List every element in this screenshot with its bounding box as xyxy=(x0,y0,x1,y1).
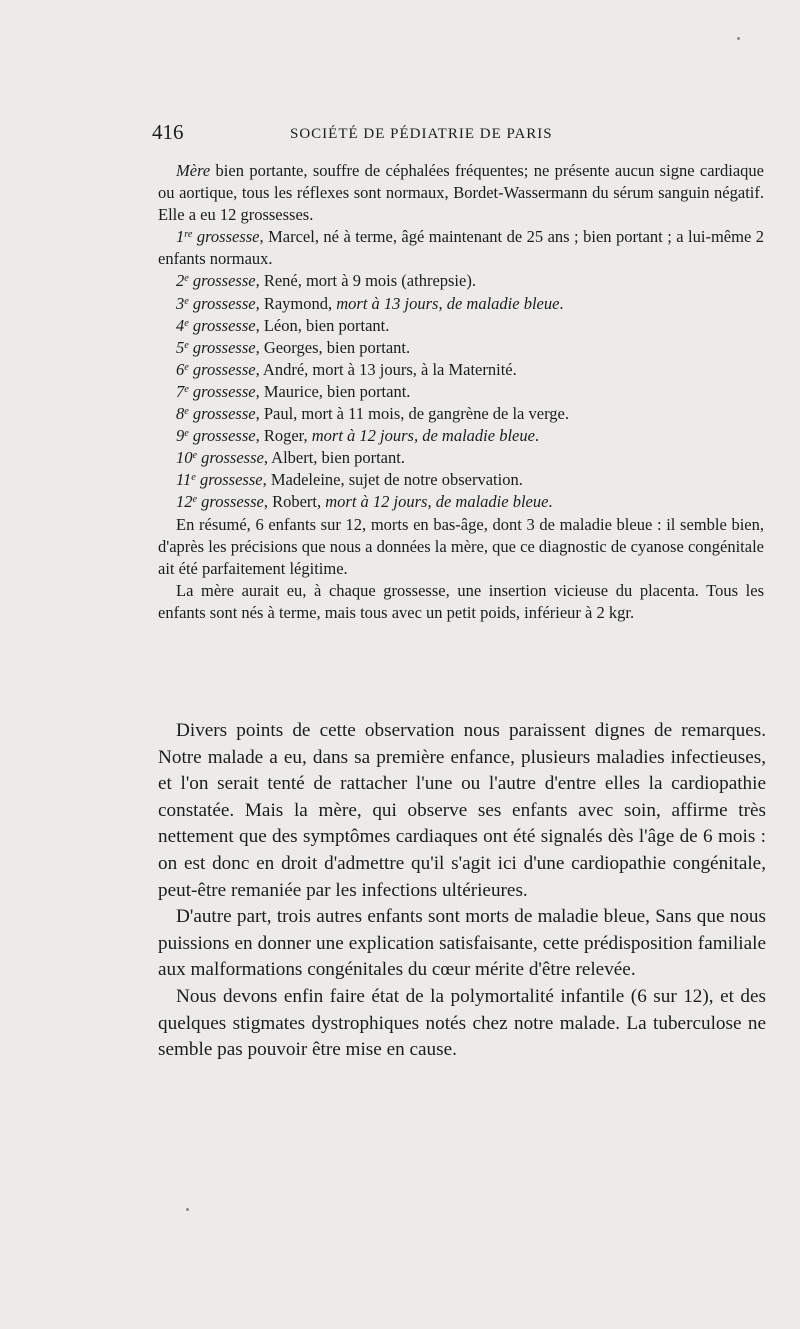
mother-label: Mère xyxy=(176,161,211,180)
pregnancy-item: 1re grossesse, Marcel, né à terme, âgé maintenant de 25 ans ; bien portant ; a lui-même 2 enfants normaux. xyxy=(158,227,764,269)
pregnancy-list xyxy=(158,226,764,513)
pregnancy-item: 3e grossesse, Raymond, mort à 13 jours, de maladie bleue. xyxy=(176,293,564,313)
running-head: SOCIÉTÉ DE PÉDIATRIE DE PARIS xyxy=(290,126,553,142)
pregnancy-item: 11e grossesse, Madeleine, sujet de notre observation. xyxy=(176,470,523,490)
pregnancy-item: 8e grossesse, Paul, mort à 11 mois, de gangrène de la verge. xyxy=(176,404,569,424)
pregnancy-item: 9e grossesse, Roger, mort à 12 jours, de maladie bleue. xyxy=(176,426,540,446)
pregnancy-item: 2e grossesse, René, mort à 9 mois (athrepsie). xyxy=(176,271,476,291)
pregnancy-item: 6e grossesse, André, mort à 13 jours, à la Maternité. xyxy=(176,359,517,379)
discussion xyxy=(158,718,766,1064)
mother-paragraph xyxy=(158,160,764,226)
pregnancy-item: 10e grossesse, Albert, bien portant. xyxy=(176,448,405,468)
discussion-paragraph: Nous devons enfin faire état de la polymortalité infantile (6 sur 12), et des quelques stigmates dystrophiques notés chez notre malade. La tuberculose ne semble pas pouvoir être mise en cause. xyxy=(158,985,766,1061)
page-header xyxy=(152,120,756,150)
pregnancy-item: 4e grossesse, Léon, bien portant. xyxy=(176,315,390,335)
paper-speck xyxy=(737,37,740,40)
page-number: 416 xyxy=(152,120,184,144)
case-history xyxy=(158,160,764,624)
placenta-paragraph: La mère aurait eu, à chaque grossesse, une insertion vicieuse du placenta. Tous les enfants sont nés à terme, mais tous avec un petit poids, inférieur à 2 kgr. xyxy=(158,580,764,622)
pregnancy-item: 12e grossesse, Robert, mort à 12 jours, de maladie bleue. xyxy=(176,492,553,512)
discussion-paragraph: D'autre part, trois autres enfants sont morts de maladie bleue, Sans que nous puissions en donner une explication satisfaisante, cette prédisposition familiale aux malformations congénitales du cœur mérite d'être relevée. xyxy=(158,906,766,981)
mother-text: bien portante, souffre de céphalées fréquentes; ne présente aucun signe cardiaque ou aortique, tous les réflexes sont normaux, Bordet-Wassermann du sérum sanguin négatif. Elle a eu 12 grossesses. xyxy=(158,161,764,225)
pregnancy-item: 5e grossesse, Georges, bien portant. xyxy=(176,337,411,357)
summary-paragraph: En résumé, 6 enfants sur 12, morts en bas-âge, dont 3 de maladie bleue : il semble bien, d'après les précisions que nous a données la mère, que ce diagnostic de cyanose congénitale ait été parfaitement légitime. xyxy=(158,514,764,578)
paper-speck xyxy=(186,1208,189,1211)
pregnancy-item: 7e grossesse, Maurice, bien portant. xyxy=(176,381,411,401)
discussion-paragraph: Divers points de cette observation nous paraissent dignes de remarques. Notre malade a eu, dans sa première enfance, plusieurs maladies infectieuses, et l'on serait tenté de rattacher l'une ou l'autre d'entre elles la cardiopathie constatée. Mais la mère, qui observe ses enfants avec soin, affirme très nettement que des symptômes cardiaques ont été signalés dès l'âge de 6 mois : on est donc en droit d'admettre qu'il s'agit ici d'une cardiopathie congénitale, peut-être remaniée par les infections ultérieures. xyxy=(158,720,766,901)
